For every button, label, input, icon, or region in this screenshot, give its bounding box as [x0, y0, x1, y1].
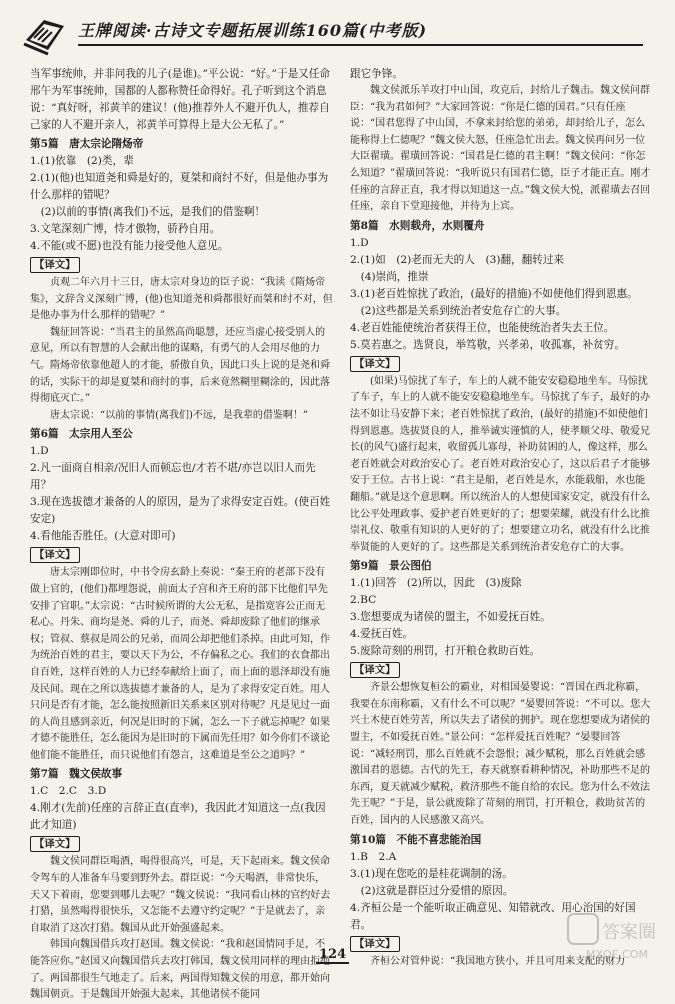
answer-item: 1.B 2.A — [350, 850, 397, 863]
page-number: 124 — [316, 947, 349, 964]
answer-item: 1.(1)依靠 (2)类，辈 — [30, 155, 134, 167]
answer-item: 1.D — [350, 236, 369, 249]
section-heading: 第9篇 景公图伯 — [350, 560, 432, 573]
translation-paragraph: 唐太宗说：“以前的事情(离我们)不远，是我辈的借鉴啊！” — [50, 409, 309, 421]
answer-item: 5.莫若惠之。选贤良，举笃敬，兴孝弟，收孤寡，补贫穷。 — [350, 338, 625, 351]
answer-item: 2.(1)如 (2)老而无夫的人 (3)翻，翻转过来 — [350, 253, 565, 266]
translation-paragraph: 齐景公想恢复桓公的霸业，对相国晏婴说：“晋国在西北称霸，我要在东南称霸，又有什么不可以呢？”晏婴回答说：“不可以。您大兴土木使百姓劳苦，所以失去了诸侯的拥护。现在您想要成为诸侯的盟主，不如爱抚百姓。”景公问：“怎样爱抚百姓呢？”晏婴回答说：“减轻刑罚，那么百姓就不会怨恨；减少赋税，那么百姓就会感激国君的恩德。古代的先王，春天就察看耕种情况，补助那些不足的东西，夏天就减少赋税，救济那些不能自给的农民。您为什么不效法先王呢？”于是，景公就废除了苛刻的刑罚，打开粮仓，救助贫苦的百姓，国内的人民感激又高兴。 — [350, 682, 651, 827]
answer-item: 3.(1)老百姓惊扰了政治，(最好的措施)不如使他们得到恩惠。 — [350, 287, 638, 300]
answer-item: 4.爱抚百姓。 — [350, 628, 414, 641]
watermark-logo — [566, 910, 666, 965]
book-title: 王牌阅读·古诗文专题拓展训练160篇(中考版) — [78, 21, 428, 40]
answer-item: 2.凡一面商自相亲/况旧人而顿忘也/才若不堪/亦岂以旧人而先用？ — [30, 462, 316, 492]
answer-item: 4.刚才(先前)任座的言辞正直(直率)，我因此才知道这一点(我因此才知道) — [30, 802, 326, 832]
translation-paragraph: 唐太宗刚即位时，中书令房玄龄上奏说：“秦王府的老部下没有做上官的，(他们)都埋怨说，前面太子宫和齐王府的部下比他们早先安排了官职。”太宗说：“古时候所谓的大公无私，是指宽容公正而无私心。丹朱、商均是尧、舜的儿子，而尧、舜却废除了他们的继承权；管叔、蔡叔是周公的兄弟，而周公却把他们杀掉。由此可知，作为统治百姓的君主，要以天下为公，不存偏私之心。我们的衣食都出自百姓，这样百姓的人力已经奉献给上面了，而上面的恩泽却没有施及民间。现在之所以选拔德才兼备的人，是为了求得安定百姓。用人只问是否有才能，怎么能按照新旧关系来区别对待呢？凡是见过一面的人尚且感到亲近，何况是旧时的下属，怎么一下子就忘掉呢？如果才德不能胜任，怎么能因为是旧时的下属而先任用？如今你们不谈论他们能不能胜任，而只说他们有怨言，这难道是至公之道吗？” — [30, 567, 330, 761]
answer-subitem: (2)这就是群臣过分爱惜的原因。 — [360, 884, 514, 897]
translation-label: 【译文】 — [350, 356, 400, 372]
answer-item: 跟它争锋。 — [350, 68, 403, 80]
answer-item: 5.废除苛刻的刑罚，打开粮仓救助百姓。 — [350, 645, 541, 658]
translation-paragraph: (如果)马惊扰了车子，车上的人就不能安安稳稳地坐车。马惊扰了车子，车上的人就不能安安稳稳地坐车。马惊扰了车子，最好的办法不如让马安静下来；老百姓惊扰了政治，(最好的措施)不如使他们得到恩惠。选拔贤良的人，推举诚实谨慎的人，使孝顺父母、敬爱兄长(的风气)盛行起来，收留孤儿寡母，补助贫困的人，像这样，那么老百姓就会对政治安心了。老百姓对政治安心了，这以后君子才能够安于王位。古书上说：“君主是船，老百姓是水，水能载船，水也能翻船。”就是这个意思啊。所以统治人的人想使国家安定，就没有什么比公平处理政事、爱护老百姓更好的了；想要荣耀，就没有什么比推崇礼仪、敬重有知识的人更好的了；想要建立功名，就没有什么比推举贤能的人更好的了。这些都是关系到统治者安危存亡的大事。 — [350, 375, 651, 553]
svg-text:答案圈: 答案圈 — [602, 922, 656, 943]
translation-label: 【译文】 — [30, 836, 80, 852]
answer-item: 4.不能(或不愿)也没有能力接受他人意见。 — [30, 240, 229, 252]
translation-paragraph: 魏文侯同群臣喝酒，喝得很高兴，可是，天下起雨来。魏文侯命令驾车的人准备车马要到野外去。群臣说：“今天喝酒，非常快乐，天又下着雨，您要到哪儿去呢？”魏文侯说：“我同看山林的官约好去打猎，虽然喝得很快乐，又怎能不去遵守约定呢？”于是就去了，亲自取消了这次打猎。魏国从此开始强盛起来。 — [30, 856, 331, 934]
translation-paragraph: 魏征回答说：“当君主的虽然高尚聪慧，还应当虚心接受别人的意见，所以有智慧的人会献出他的谋略，有勇气的人会用尽他的力气。隋炀帝依靠他超人的才能，骄傲自负，因此口头上说的是尧和舜的话，实际干的却是夏桀和商纣的事，后来竟然糊里糊涂的，因此落得彻底灭亡。” — [30, 326, 330, 405]
answer-item: 3.文笔深刻广博，恃才傲物，骄矜自用。 — [30, 223, 221, 235]
section-heading: 第10篇 不能不喜悲能治国 — [350, 833, 482, 846]
section-heading: 第5篇 唐太宗论隋炀帝 — [30, 138, 144, 150]
right-column — [350, 66, 655, 970]
translation-paragraph: 齐桓公对管仲说：“我国地方狭小，并且可用来支配的财力 — [370, 955, 626, 967]
translation-label: 【译文】 — [30, 547, 80, 563]
header-divider — [78, 44, 643, 46]
answer-item: 3.(1)现在您吃的是桂花调制的汤。 — [350, 867, 513, 880]
answer-item: 3.现在选拔德才兼备的人的原因，是为了求得安定百姓。(使百姓安定) — [30, 496, 331, 526]
answer-item: 2.(1)(他)也知道尧和舜是好的，夏桀和商纣不好，但是他办事为什么那样的错呢？ — [30, 172, 329, 201]
answer-item: 当军事统帅，并非问我的儿子(是谁)。”平公说：“好。”于是又任命邢午为军事统帅，国都的人都称赞任命得好。孔子听到这个消息说：“真好呀，祁黄羊的建议！(他)推荐外人不避开仇人，推荐自己家的人不避开亲人，祁黄羊可算得上是大公无私了。” — [30, 68, 330, 131]
translation-paragraph: 魏文侯派乐羊攻打中山国，攻克后，封给儿子魏击。魏文侯问群臣：“我为君如何？”大家回答说：“你是仁德的国君。”只有任座说：“国君您得了中山国，不拿来封给您的弟弟，却封给儿子，怎么能称得上仁德呢？”魏文侯大怒，任座急忙出去。魏文侯再问另一位大臣翟璜。翟璜回答说：“国君是仁德的君主啊！”魏文侯问：“你怎么知道？”翟璜回答说：“我听说只有国君仁德，臣子才能正直。刚才任座的言辞正直，我才得以知道这一点。”魏文侯大悦，派翟璜去召回任座，亲自下堂迎接他，并待为上宾。 — [350, 85, 651, 213]
section-heading: 第8篇 水则载舟，水则覆舟 — [350, 219, 485, 232]
answer-item: 1.C 2.C 3.D — [30, 785, 107, 798]
translation-label: 【译文】 — [350, 936, 400, 952]
svg-text:MXQE.COM: MXQE.COM — [586, 948, 648, 961]
answer-subitem: (2)以前的事情(离我们)不远，是我们的借鉴啊！ — [40, 206, 266, 218]
translation-paragraph: 韩国向魏国借兵攻打赵国。魏文侯说：“我和赵国情同手足，不能答应你。”赵国又向魏国借兵去攻打韩国，魏文侯用同样的理由拒绝了。两国都很生气地走了。后来，两国得知魏文侯的用意，都开始向魏国朝贡。于是魏国开始强大起来，其他诸侯不能同 — [30, 939, 331, 1001]
translation-label: 【译文】 — [350, 662, 400, 678]
answer-item: 4.齐桓公是一个能听取正确意见、知错就改、用心治国的好国君。 — [350, 901, 636, 931]
translation-paragraph: 贞观二年六月十三日，唐太宗对身边的臣子说：“我读《隋炀帝集》，文辞含义深刻广博，(他)也知道尧和舜都很好而桀和纣不对，但是他办事为什么那样的错呢？” — [30, 277, 333, 322]
answer-item: 2.BC — [350, 594, 377, 607]
book-logo-icon — [20, 10, 68, 58]
answer-item: 4.看他能否胜任。(大意对即可) — [30, 530, 176, 543]
translation-label: 【译文】 — [30, 257, 80, 273]
answer-item: 3.您想要成为诸侯的盟主，不如爱抚百姓。 — [350, 611, 551, 624]
answer-subitem: (2)这些都是关系到统治者安危存亡的大事。 — [360, 304, 567, 317]
section-heading: 第6篇 太宗用人至公 — [30, 428, 133, 441]
section-heading: 第7篇 魏文侯故事 — [30, 768, 123, 781]
answer-item: 1.(1)回答 (2)所以，因此 (3)废除 — [350, 577, 522, 590]
page-header — [0, 0, 675, 62]
answer-item: 1.D — [30, 445, 49, 458]
left-column — [30, 66, 335, 1004]
answer-item: 4.老百姓能使统治者获得王位，也能使统治者失去王位。 — [350, 321, 615, 334]
answer-subitem: (4)崇尚，推崇 — [360, 270, 429, 283]
